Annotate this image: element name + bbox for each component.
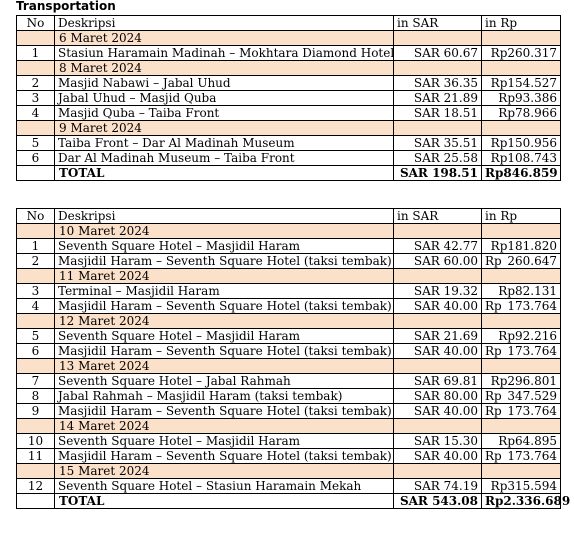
date-label: 9 Maret 2024 [55,121,394,136]
header-description: Deskripsi [55,209,394,224]
row-description: Masjid Quba – Taiba Front [55,106,394,121]
row-rp-amount: Rp 173.764 [482,299,561,314]
table-row [17,404,561,419]
date-row [17,464,561,479]
date-row-spacer [17,31,55,46]
row-sar-amount: SAR 35.51 [394,136,482,151]
row-rp-amount: Rp154.527 [482,76,561,91]
date-row-spacer [17,314,55,329]
row-sar-amount: SAR 60.00 [394,254,482,269]
date-row [17,121,561,136]
header-description: Deskripsi [55,16,394,31]
transport-table-2 [16,208,571,509]
table-row [17,479,561,494]
row-sar-amount: SAR 19.32 [394,284,482,299]
row-number: 7 [17,374,55,389]
row-number: 3 [17,91,55,106]
date-label: 8 Maret 2024 [55,61,394,76]
table-row [17,434,561,449]
table-row [17,136,561,151]
row-number: 6 [17,151,55,166]
row-rp-amount: Rp315.594 [482,479,561,494]
row-number: 4 [17,106,55,121]
row-sar-amount: SAR 42.77 [394,239,482,254]
row-number: 3 [17,284,55,299]
row-sar-amount: SAR 40.00 [394,404,482,419]
row-number: 2 [17,254,55,269]
row-number: 4 [17,299,55,314]
row-description: Masjidil Haram – Seventh Square Hotel (taksi tembak) [55,404,394,419]
date-row-spacer [394,464,482,479]
row-rp-amount: Rp260.317 [482,46,561,61]
row-sar-amount: SAR 21.89 [394,91,482,106]
total-row [17,166,561,181]
date-row-spacer [482,31,561,46]
header-sar: in SAR [394,16,482,31]
table-row [17,91,561,106]
row-sar-amount: SAR 25.58 [394,151,482,166]
table-row [17,344,561,359]
table-row [17,106,561,121]
row-number: 8 [17,389,55,404]
header-sar: in SAR [394,209,482,224]
date-row [17,359,561,374]
total-row [17,494,561,509]
date-row [17,419,561,434]
table-row [17,374,561,389]
row-number: 5 [17,136,55,151]
row-sar-amount: SAR 15.30 [394,434,482,449]
row-sar-amount: SAR 69.81 [394,374,482,389]
row-number: 2 [17,76,55,91]
row-number: 1 [17,239,55,254]
total-label: TOTAL [55,166,394,181]
header-row [17,209,561,224]
row-rp-amount: Rp 173.764 [482,404,561,419]
date-row-spacer [17,359,55,374]
date-row-spacer [394,31,482,46]
row-sar-amount: SAR 18.51 [394,106,482,121]
header-row [17,16,561,31]
date-row-spacer [482,224,561,239]
date-row-spacer [394,359,482,374]
date-row-spacer [394,269,482,284]
total-spacer [17,166,55,181]
total-spacer [17,494,55,509]
total-rp: Rp846.859 [482,166,561,181]
date-label: 6 Maret 2024 [55,31,394,46]
table-row [17,46,561,61]
row-rp-amount: Rp108.743 [482,151,561,166]
row-sar-amount: SAR 80.00 [394,389,482,404]
row-description: Masjidil Haram – Seventh Square Hotel (taksi tembak) [55,254,394,269]
row-description: Dar Al Madinah Museum – Taiba Front [55,151,394,166]
row-sar-amount: SAR 21.69 [394,329,482,344]
table-row [17,76,561,91]
date-row-spacer [482,314,561,329]
date-row-spacer [17,224,55,239]
total-sar: SAR 198.51 [394,166,482,181]
row-rp-amount: Rp93.386 [482,91,561,106]
row-rp-amount: Rp296.801 [482,374,561,389]
row-description: Stasiun Haramain Madinah – Mokhtara Diamond Hotel [55,46,394,61]
date-row-spacer [394,419,482,434]
header-no: No [17,16,55,31]
date-row [17,269,561,284]
date-row-spacer [482,419,561,434]
row-description: Terminal – Masjidil Haram [55,284,394,299]
row-sar-amount: SAR 36.35 [394,76,482,91]
date-row [17,31,561,46]
date-label: 11 Maret 2024 [55,269,394,284]
row-number: 11 [17,449,55,464]
date-row-spacer [482,121,561,136]
table-row [17,329,561,344]
row-rp-amount: Rp 347.529 [482,389,561,404]
total-label: TOTAL [55,494,394,509]
date-label: 12 Maret 2024 [55,314,394,329]
row-number: 1 [17,46,55,61]
transport-table-1 [16,15,561,181]
row-sar-amount: SAR 40.00 [394,299,482,314]
row-rp-amount: Rp82.131 [482,284,561,299]
date-row [17,224,561,239]
table-row [17,299,561,314]
row-number: 5 [17,329,55,344]
date-row-spacer [394,314,482,329]
date-row-spacer [482,464,561,479]
row-sar-amount: SAR 40.00 [394,344,482,359]
table-row [17,389,561,404]
date-row-spacer [17,419,55,434]
row-sar-amount: SAR 40.00 [394,449,482,464]
date-row [17,314,561,329]
date-row-spacer [394,224,482,239]
row-description: Masjidil Haram – Seventh Square Hotel (taksi tembak) [55,449,394,464]
date-label: 10 Maret 2024 [55,224,394,239]
table-row [17,254,561,269]
table-row [17,151,561,166]
row-rp-amount: Rp78.966 [482,106,561,121]
date-label: 13 Maret 2024 [55,359,394,374]
row-rp-amount: Rp 173.764 [482,344,561,359]
row-rp-amount: Rp181.820 [482,239,561,254]
row-description: Seventh Square Hotel – Stasiun Haramain Mekah [55,479,394,494]
row-description: Jabal Uhud – Masjid Quba [55,91,394,106]
date-row-spacer [482,269,561,284]
row-number: 10 [17,434,55,449]
row-sar-amount: SAR 74.19 [394,479,482,494]
row-number: 9 [17,404,55,419]
total-sar: SAR 543.08 [394,494,482,509]
header-rp: in Rp [482,16,561,31]
section-heading: Transportation [16,0,116,13]
row-description: Masjidil Haram – Seventh Square Hotel (taksi tembak) [55,299,394,314]
row-description: Taiba Front – Dar Al Madinah Museum [55,136,394,151]
table-row [17,449,561,464]
row-rp-amount: Rp 173.764 [482,449,561,464]
row-rp-amount: Rp92.216 [482,329,561,344]
row-description: Jabal Rahmah – Masjidil Haram (taksi tembak) [55,389,394,404]
header-no: No [17,209,55,224]
row-sar-amount: SAR 60.67 [394,46,482,61]
table-row [17,284,561,299]
date-row-spacer [17,61,55,76]
date-row-spacer [17,121,55,136]
row-description: Seventh Square Hotel – Jabal Rahmah [55,374,394,389]
date-row-spacer [482,359,561,374]
date-row-spacer [17,464,55,479]
row-rp-amount: Rp150.956 [482,136,561,151]
table-row [17,239,561,254]
header-rp: in Rp [482,209,561,224]
date-label: 14 Maret 2024 [55,419,394,434]
row-rp-amount: Rp64.895 [482,434,561,449]
row-description: Seventh Square Hotel – Masjidil Haram [55,239,394,254]
date-row-spacer [394,61,482,76]
date-row [17,61,561,76]
row-rp-amount: Rp 260.647 [482,254,561,269]
date-row-spacer [17,269,55,284]
row-description: Masjid Nabawi – Jabal Uhud [55,76,394,91]
row-description: Seventh Square Hotel – Masjidil Haram [55,329,394,344]
date-label: 15 Maret 2024 [55,464,394,479]
date-row-spacer [394,121,482,136]
row-number: 12 [17,479,55,494]
row-description: Seventh Square Hotel – Masjidil Haram [55,434,394,449]
date-row-spacer [482,61,561,76]
row-number: 6 [17,344,55,359]
total-rp: Rp2.336.689 [482,494,561,509]
row-description: Masjidil Haram – Seventh Square Hotel (taksi tembak) [55,344,394,359]
